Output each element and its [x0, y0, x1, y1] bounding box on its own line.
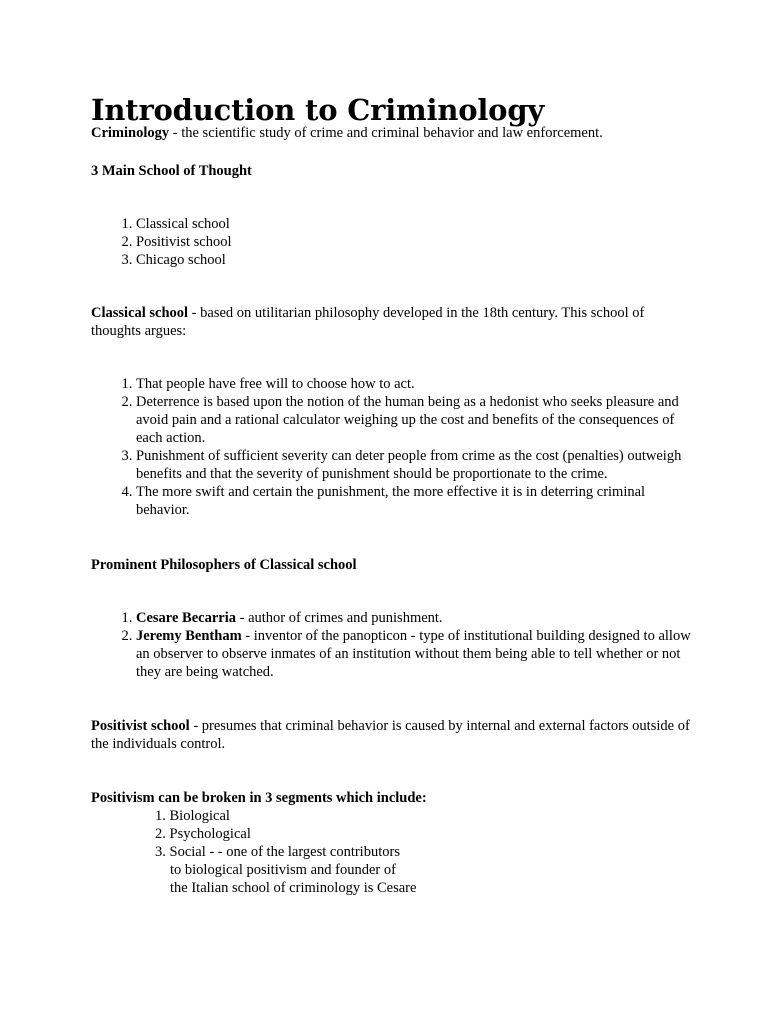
- list-item: 4. The more swift and certain the punishment, the more effective it is in deterring criminal behavior.: [136, 483, 691, 519]
- philosopher-name: Jeremy Bentham: [136, 628, 242, 644]
- classical-text: - based on utilitarian philosophy developed in the 18th century. This school of thoughts argues:: [91, 305, 645, 339]
- positivist-school-paragraph: [91, 717, 691, 753]
- page-title: Introduction to Criminology: [91, 93, 545, 127]
- segment-continuation-line: the Italian school of criminology is Cesare: [170, 880, 417, 896]
- list-item: [136, 609, 691, 627]
- list-item: 1. That people have free will to choose how to act.: [136, 375, 691, 393]
- classical-school-paragraph: [91, 304, 691, 340]
- list-item: 2. Positivist school: [136, 233, 691, 251]
- list-item: 1. Classical school: [136, 215, 691, 233]
- schools-list: [91, 215, 691, 269]
- positivist-term: Positivist school: [91, 718, 190, 734]
- classical-term: Classical school: [91, 305, 189, 321]
- document-page: [91, 92, 691, 897]
- list-item: 1. Biological: [155, 808, 230, 824]
- segments-list: [155, 807, 691, 897]
- philosopher-text: - author of crimes and punishment.: [235, 610, 443, 626]
- list-item: 3. Social - - one of the largest contributors: [155, 844, 400, 860]
- positivist-text: - presumes that criminal behavior is caused by internal and external factors outside of the individuals control.: [91, 718, 690, 752]
- list-item: 3. Punishment of sufficient severity can deter people from crime as the cost (penalties) outweigh benefits and that the severity of punishment should be proportionate to the crime.: [136, 447, 691, 483]
- list-item: 2. Psychological: [155, 826, 251, 842]
- classical-points-list: [91, 375, 691, 519]
- definition-term: Criminology: [91, 125, 170, 141]
- segments-heading: Positivism can be broken in 3 segments which include:: [91, 790, 427, 806]
- segment-continuation-line: to biological positivism and founder of: [170, 862, 396, 878]
- definition-text: - the scientific study of crime and criminal behavior and law enforcement.: [169, 125, 603, 141]
- philosopher-text: - inventor of the panopticon - type of institutional building designed to allow an observer to observe inmates of an institution without them being able to tell whether or not they are being watched.: [136, 628, 691, 680]
- philosophers-list: [91, 609, 691, 681]
- philosopher-name: Cesare Becarria: [136, 610, 236, 626]
- list-item: 3. Chicago school: [136, 251, 691, 269]
- schools-heading: 3 Main School of Thought: [91, 163, 252, 179]
- philosophers-heading: Prominent Philosophers of Classical school: [91, 557, 357, 573]
- criminology-definition: [91, 124, 691, 142]
- list-item: [136, 627, 691, 681]
- list-item: 2. Deterrence is based upon the notion of the human being as a hedonist who seeks pleasure and avoid pain and a rational calculator weighing up the cost and benefits of the consequences of each action.: [136, 393, 691, 447]
